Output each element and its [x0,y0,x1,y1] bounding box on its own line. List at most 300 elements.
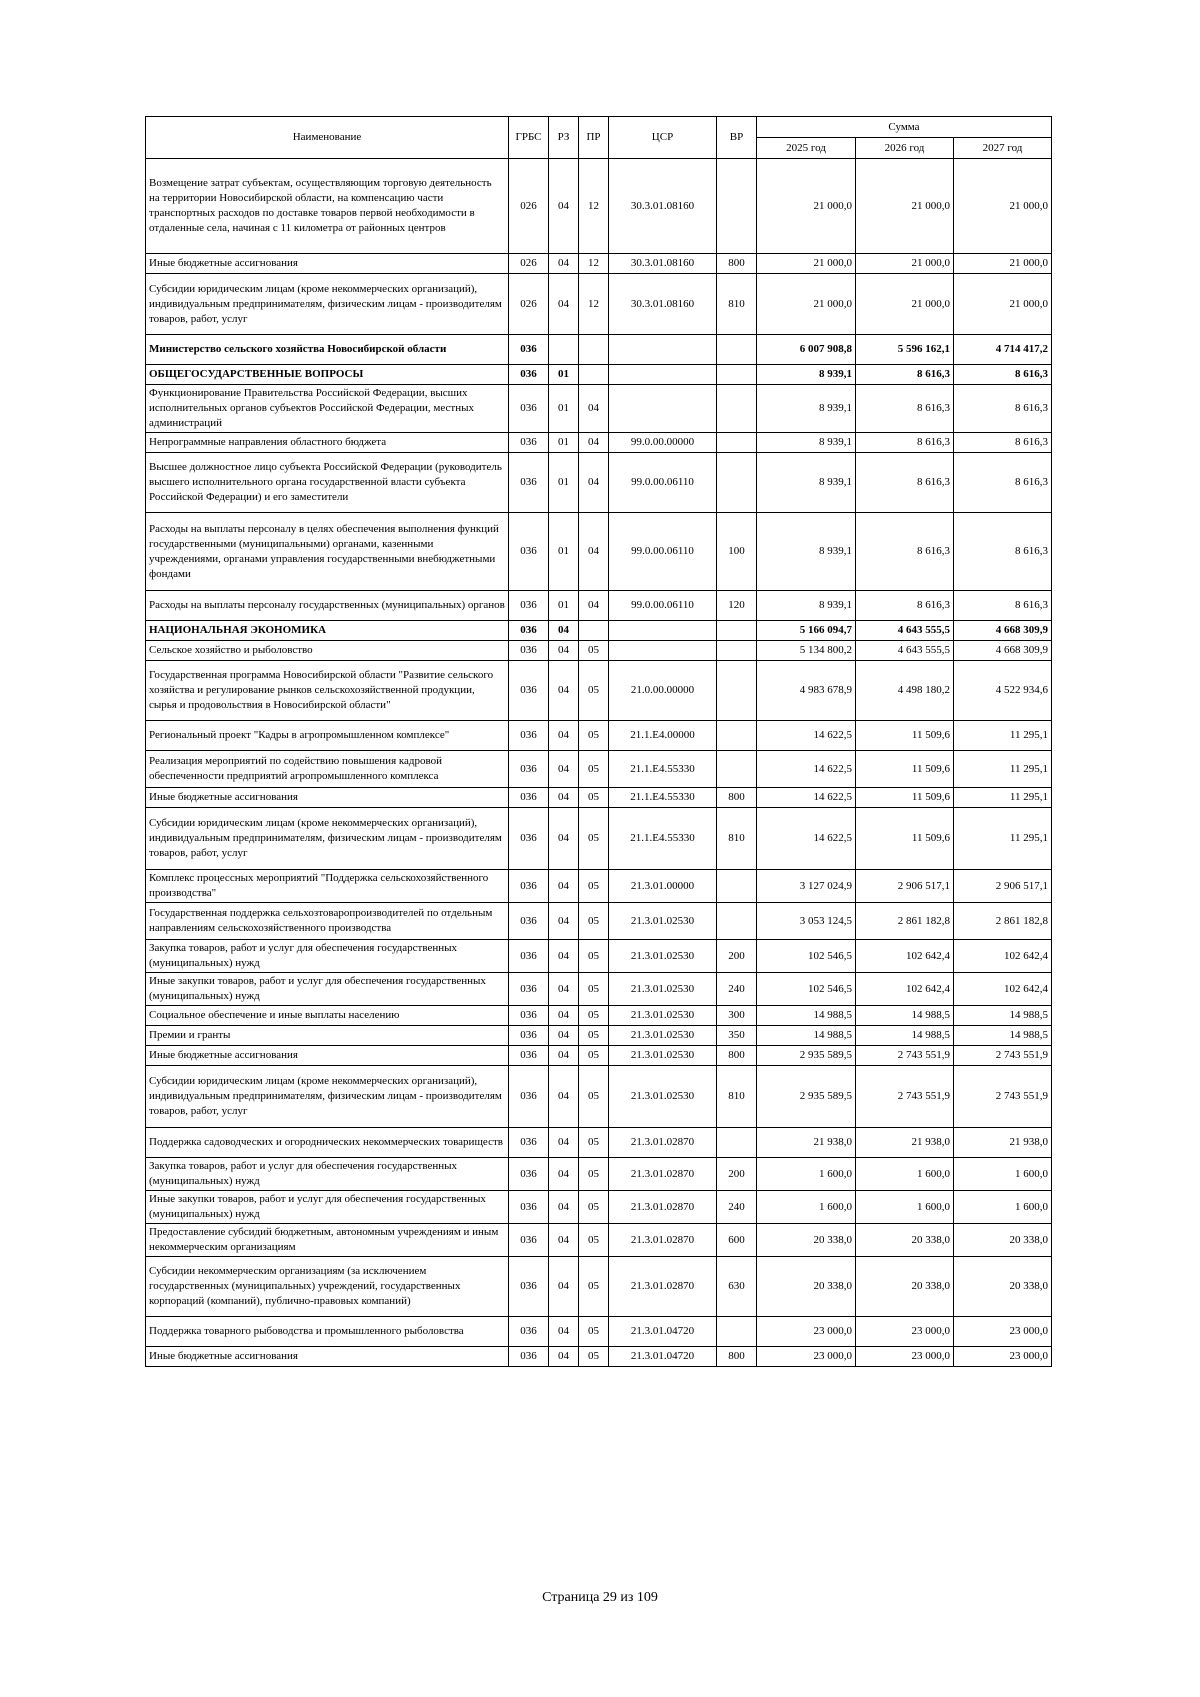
cell-pr: 04 [579,433,609,453]
cell-vr [717,335,757,365]
cell-grbs: 036 [509,808,549,870]
cell-name: Реализация мероприятий по содействию повышения кадровой обеспеченности предприятий агропромышленного комплекса [146,751,509,788]
page-number: Страница 29 из 109 [542,1590,658,1605]
cell-pr [579,335,609,365]
table-row [146,335,1052,365]
cell-rz: 04 [549,274,579,335]
cell-name: Иные бюджетные ассигнования [146,254,509,274]
cell-vr: 200 [717,940,757,973]
table-row [146,751,1052,788]
table-row [146,1191,1052,1224]
cell-csr [609,365,717,385]
cell-2027: 2 743 551,9 [954,1066,1052,1128]
cell-2025: 2 935 589,5 [757,1046,856,1066]
cell-rz: 04 [549,721,579,751]
cell-2027: 21 000,0 [954,159,1052,254]
cell-csr: 21.1.E4.55330 [609,788,717,808]
cell-rz: 04 [549,870,579,903]
cell-2027: 20 338,0 [954,1257,1052,1317]
cell-rz [549,335,579,365]
table-row [146,1257,1052,1317]
cell-pr: 05 [579,1026,609,1046]
cell-vr [717,385,757,433]
cell-2026: 2 743 551,9 [856,1046,954,1066]
table-row [146,274,1052,335]
cell-pr: 05 [579,1006,609,1026]
cell-2027: 2 743 551,9 [954,1046,1052,1066]
cell-vr: 200 [717,1158,757,1191]
cell-csr: 21.3.01.00000 [609,870,717,903]
table-row [146,591,1052,621]
cell-2025: 20 338,0 [757,1257,856,1317]
cell-pr: 05 [579,1066,609,1128]
cell-name: Субсидии некоммерческим организациям (за исключением государственных (муниципальных) учреждений, государственных корпораций (компаний), публично-правовых компаний) [146,1257,509,1317]
cell-2025: 21 000,0 [757,254,856,274]
cell-2025: 21 938,0 [757,1128,856,1158]
cell-grbs: 036 [509,1066,549,1128]
cell-2026: 1 600,0 [856,1191,954,1224]
cell-name: Иные закупки товаров, работ и услуг для обеспечения государственных (муниципальных) нужд [146,1191,509,1224]
cell-grbs: 036 [509,1191,549,1224]
cell-2027: 102 642,4 [954,940,1052,973]
cell-grbs: 036 [509,1158,549,1191]
cell-2027: 2 906 517,1 [954,870,1052,903]
cell-csr: 21.1.E4.00000 [609,721,717,751]
table-row [146,903,1052,940]
cell-2025: 5 134 800,2 [757,641,856,661]
cell-2026: 2 906 517,1 [856,870,954,903]
header-vr: ВР [717,117,757,159]
cell-2026: 14 988,5 [856,1006,954,1026]
cell-2027: 102 642,4 [954,973,1052,1006]
cell-vr [717,1128,757,1158]
cell-pr: 05 [579,1224,609,1257]
cell-name: Социальное обеспечение и иные выплаты населению [146,1006,509,1026]
cell-csr [609,641,717,661]
cell-rz: 04 [549,1066,579,1128]
cell-2025: 8 939,1 [757,385,856,433]
cell-2026: 21 000,0 [856,274,954,335]
cell-pr: 12 [579,274,609,335]
cell-rz: 04 [549,661,579,721]
cell-csr: 21.1.E4.55330 [609,808,717,870]
cell-2026: 8 616,3 [856,433,954,453]
cell-name: Иные бюджетные ассигнования [146,1347,509,1367]
table-row [146,513,1052,591]
cell-vr [717,751,757,788]
cell-2027: 8 616,3 [954,433,1052,453]
cell-vr [717,433,757,453]
cell-pr: 12 [579,159,609,254]
cell-name: Непрограммные направления областного бюджета [146,433,509,453]
cell-csr: 30.3.01.08160 [609,159,717,254]
cell-vr: 240 [717,1191,757,1224]
cell-2027: 4 668 309,9 [954,621,1052,641]
cell-2026: 4 643 555,5 [856,641,954,661]
cell-2027: 4 714 417,2 [954,335,1052,365]
cell-name: Закупка товаров, работ и услуг для обеспечения государственных (муниципальных) нужд [146,1158,509,1191]
cell-2026: 11 509,6 [856,721,954,751]
cell-2026: 4 498 180,2 [856,661,954,721]
cell-name: Сельское хозяйство и рыболовство [146,641,509,661]
table-row [146,433,1052,453]
cell-rz: 04 [549,1026,579,1046]
cell-2025: 4 983 678,9 [757,661,856,721]
cell-vr: 240 [717,973,757,1006]
cell-rz: 04 [549,159,579,254]
cell-2027: 1 600,0 [954,1191,1052,1224]
cell-rz: 01 [549,433,579,453]
cell-name: Государственная программа Новосибирской области "Развитие сельского хозяйства и регулирование рынков сельскохозяйственной продукции, сырья и продовольствия в Новосибирской области" [146,661,509,721]
cell-2026: 8 616,3 [856,385,954,433]
cell-2027: 11 295,1 [954,751,1052,788]
cell-pr: 05 [579,751,609,788]
table-row [146,1224,1052,1257]
table-row [146,621,1052,641]
cell-rz: 04 [549,808,579,870]
cell-vr: 800 [717,788,757,808]
cell-name: Премии и гранты [146,1026,509,1046]
cell-2027: 14 988,5 [954,1026,1052,1046]
cell-name: Поддержка товарного рыбоводства и промышленного рыболовства [146,1317,509,1347]
cell-rz: 04 [549,788,579,808]
cell-vr [717,453,757,513]
cell-2026: 8 616,3 [856,591,954,621]
cell-pr: 05 [579,1347,609,1367]
cell-2025: 8 939,1 [757,591,856,621]
cell-pr: 05 [579,1158,609,1191]
cell-vr [717,365,757,385]
cell-csr: 21.3.01.02530 [609,1006,717,1026]
cell-name: Иные бюджетные ассигнования [146,788,509,808]
cell-rz: 04 [549,254,579,274]
cell-grbs: 036 [509,1006,549,1026]
cell-grbs: 036 [509,1347,549,1367]
table-body [146,159,1052,1367]
cell-2025: 6 007 908,8 [757,335,856,365]
cell-name: НАЦИОНАЛЬНАЯ ЭКОНОМИКА [146,621,509,641]
cell-2025: 23 000,0 [757,1317,856,1347]
cell-vr [717,661,757,721]
cell-csr: 21.3.01.02870 [609,1128,717,1158]
cell-pr: 04 [579,513,609,591]
cell-rz: 04 [549,751,579,788]
cell-rz: 04 [549,1317,579,1347]
cell-rz: 01 [549,453,579,513]
cell-rz: 01 [549,591,579,621]
cell-2025: 1 600,0 [757,1158,856,1191]
header-year-2027: 2027 год [954,138,1052,159]
cell-2026: 21 938,0 [856,1128,954,1158]
table-row [146,453,1052,513]
cell-grbs: 026 [509,254,549,274]
cell-2027: 20 338,0 [954,1224,1052,1257]
cell-vr: 350 [717,1026,757,1046]
cell-grbs: 036 [509,385,549,433]
cell-pr: 05 [579,721,609,751]
cell-csr: 21.3.01.04720 [609,1317,717,1347]
cell-2027: 1 600,0 [954,1158,1052,1191]
cell-vr [717,870,757,903]
cell-grbs: 036 [509,1317,549,1347]
cell-name: Государственная поддержка сельхозтоваропроизводителей по отдельным направлениям сельскохозяйственного производства [146,903,509,940]
cell-name: Министерство сельского хозяйства Новосибирской области [146,335,509,365]
cell-rz: 04 [549,621,579,641]
cell-grbs: 036 [509,1257,549,1317]
cell-vr [717,641,757,661]
cell-rz: 04 [549,1257,579,1317]
cell-2027: 23 000,0 [954,1347,1052,1367]
cell-csr: 99.0.00.06110 [609,453,717,513]
cell-vr [717,621,757,641]
cell-rz: 04 [549,1006,579,1026]
cell-2026: 1 600,0 [856,1158,954,1191]
cell-2027: 8 616,3 [954,591,1052,621]
table-row [146,870,1052,903]
cell-csr: 21.3.01.02530 [609,1066,717,1128]
cell-2025: 20 338,0 [757,1224,856,1257]
budget-table [145,116,1052,1367]
cell-vr: 810 [717,808,757,870]
cell-csr: 21.3.01.02530 [609,973,717,1006]
cell-name: Иные закупки товаров, работ и услуг для обеспечения государственных (муниципальных) нужд [146,973,509,1006]
cell-2025: 14 622,5 [757,808,856,870]
cell-grbs: 036 [509,453,549,513]
cell-csr: 21.3.01.02870 [609,1224,717,1257]
table-row [146,1347,1052,1367]
cell-csr [609,621,717,641]
cell-vr: 300 [717,1006,757,1026]
budget-sheet [145,116,1051,1367]
cell-2027: 8 616,3 [954,385,1052,433]
cell-csr: 30.3.01.08160 [609,254,717,274]
cell-pr: 04 [579,591,609,621]
table-row [146,808,1052,870]
cell-vr [717,159,757,254]
cell-2025: 102 546,5 [757,973,856,1006]
cell-vr [717,903,757,940]
cell-csr: 99.0.00.06110 [609,513,717,591]
cell-pr: 05 [579,641,609,661]
header-csr: ЦСР [609,117,717,159]
cell-pr: 12 [579,254,609,274]
cell-vr: 100 [717,513,757,591]
cell-grbs: 036 [509,1046,549,1066]
cell-csr: 99.0.00.00000 [609,433,717,453]
cell-2025: 102 546,5 [757,940,856,973]
cell-grbs: 036 [509,621,549,641]
cell-2026: 8 616,3 [856,513,954,591]
table-row [146,641,1052,661]
cell-2027: 4 668 309,9 [954,641,1052,661]
cell-2027: 11 295,1 [954,788,1052,808]
cell-rz: 01 [549,365,579,385]
cell-grbs: 036 [509,788,549,808]
cell-grbs: 036 [509,1224,549,1257]
cell-csr: 21.3.01.02530 [609,1046,717,1066]
cell-2026: 4 643 555,5 [856,621,954,641]
cell-2027: 21 000,0 [954,274,1052,335]
cell-2025: 14 622,5 [757,788,856,808]
cell-name: Возмещение затрат субъектам, осуществляющим торговую деятельность на территории Новосибирской области, на компенсацию части транспортных расходов по доставке товаров первой необходимости в отдаленные села, начиная с 11 километра от районных центров [146,159,509,254]
cell-rz: 04 [549,903,579,940]
cell-2026: 20 338,0 [856,1224,954,1257]
cell-vr: 800 [717,254,757,274]
cell-pr: 04 [579,385,609,433]
cell-2026: 21 000,0 [856,159,954,254]
cell-2025: 21 000,0 [757,159,856,254]
cell-pr: 04 [579,453,609,513]
header-pr: ПР [579,117,609,159]
table-row [146,1066,1052,1128]
cell-2026: 23 000,0 [856,1317,954,1347]
cell-grbs: 036 [509,591,549,621]
cell-name: Поддержка садоводческих и огороднических некоммерческих товариществ [146,1128,509,1158]
cell-2027: 8 616,3 [954,365,1052,385]
cell-2026: 11 509,6 [856,808,954,870]
cell-csr: 21.1.E4.55330 [609,751,717,788]
cell-2025: 23 000,0 [757,1347,856,1367]
cell-2025: 8 939,1 [757,513,856,591]
cell-vr [717,1317,757,1347]
cell-2025: 2 935 589,5 [757,1066,856,1128]
cell-rz: 04 [549,940,579,973]
cell-2025: 3 053 124,5 [757,903,856,940]
table-row [146,159,1052,254]
cell-pr [579,365,609,385]
header-grbs: ГРБС [509,117,549,159]
table-row [146,1046,1052,1066]
cell-name: Иные бюджетные ассигнования [146,1046,509,1066]
table-row [146,385,1052,433]
table-row [146,254,1052,274]
table-row [146,1317,1052,1347]
cell-csr: 21.3.01.02530 [609,903,717,940]
cell-csr: 21.3.01.04720 [609,1347,717,1367]
cell-2025: 8 939,1 [757,453,856,513]
cell-pr: 05 [579,1128,609,1158]
cell-pr: 05 [579,1257,609,1317]
cell-pr [579,621,609,641]
cell-name: Предоставление субсидий бюджетным, автономным учреждениям и иным некоммерческим организациям [146,1224,509,1257]
cell-2027: 4 522 934,6 [954,661,1052,721]
cell-vr: 800 [717,1046,757,1066]
table-row [146,973,1052,1006]
cell-2027: 8 616,3 [954,453,1052,513]
cell-grbs: 036 [509,1026,549,1046]
cell-name: Субсидии юридическим лицам (кроме некоммерческих организаций), индивидуальным предпринимателям, физическим лицам - производителям товаров, работ, услуг [146,808,509,870]
cell-grbs: 036 [509,973,549,1006]
cell-name: Расходы на выплаты персоналу в целях обеспечения выполнения функций государственными (муниципальными) органами, казенными учреждениями, органами управления государственными внебюджетными фондами [146,513,509,591]
table-row [146,365,1052,385]
table-row [146,1158,1052,1191]
cell-grbs: 036 [509,365,549,385]
cell-rz: 04 [549,1191,579,1224]
cell-2027: 11 295,1 [954,721,1052,751]
cell-grbs: 036 [509,751,549,788]
cell-vr [717,721,757,751]
cell-2025: 5 166 094,7 [757,621,856,641]
cell-grbs: 036 [509,513,549,591]
cell-2025: 3 127 024,9 [757,870,856,903]
cell-vr: 810 [717,274,757,335]
cell-vr: 120 [717,591,757,621]
cell-grbs: 036 [509,335,549,365]
cell-csr: 21.3.01.02870 [609,1191,717,1224]
header-year-2025: 2025 год [757,138,856,159]
cell-pr: 05 [579,1046,609,1066]
cell-2025: 1 600,0 [757,1191,856,1224]
cell-csr: 21.3.01.02530 [609,940,717,973]
cell-grbs: 036 [509,903,549,940]
cell-rz: 04 [549,1046,579,1066]
cell-name: Субсидии юридическим лицам (кроме некоммерческих организаций), индивидуальным предпринимателям, физическим лицам - производителям товаров, работ, услуг [146,274,509,335]
cell-vr: 600 [717,1224,757,1257]
table-row [146,661,1052,721]
cell-2025: 14 622,5 [757,751,856,788]
cell-name: Функционирование Правительства Российской Федерации, высших исполнительных органов субъектов Российской Федерации, местных администраций [146,385,509,433]
cell-2027: 8 616,3 [954,513,1052,591]
cell-pr: 05 [579,1317,609,1347]
cell-pr: 05 [579,788,609,808]
cell-csr [609,385,717,433]
table-row [146,1128,1052,1158]
cell-2026: 8 616,3 [856,453,954,513]
cell-2027: 21 938,0 [954,1128,1052,1158]
cell-rz: 04 [549,1128,579,1158]
header-name: Наименование [146,117,509,159]
cell-2026: 21 000,0 [856,254,954,274]
header-sum: Сумма [757,117,1052,138]
cell-name: Расходы на выплаты персоналу государственных (муниципальных) органов [146,591,509,621]
cell-2025: 14 988,5 [757,1026,856,1046]
table-row [146,721,1052,751]
cell-csr: 99.0.00.06110 [609,591,717,621]
cell-csr: 21.0.00.00000 [609,661,717,721]
cell-2027: 2 861 182,8 [954,903,1052,940]
table-row [146,788,1052,808]
cell-2027: 21 000,0 [954,254,1052,274]
cell-grbs: 036 [509,433,549,453]
cell-name: Комплекс процессных мероприятий "Поддержка сельскохозяйственного производства" [146,870,509,903]
cell-grbs: 026 [509,274,549,335]
cell-2027: 14 988,5 [954,1006,1052,1026]
cell-grbs: 036 [509,940,549,973]
cell-name: Высшее должностное лицо субъекта Российской Федерации (руководитель высшего исполнительного органа государственной власти субъекта Российской Федерации) и его заместители [146,453,509,513]
cell-2027: 23 000,0 [954,1317,1052,1347]
cell-pr: 05 [579,870,609,903]
cell-2025: 8 939,1 [757,433,856,453]
cell-name: ОБЩЕГОСУДАРСТВЕННЫЕ ВОПРОСЫ [146,365,509,385]
cell-pr: 05 [579,661,609,721]
cell-grbs: 026 [509,159,549,254]
cell-2025: 14 622,5 [757,721,856,751]
table-row [146,1026,1052,1046]
cell-2026: 8 616,3 [856,365,954,385]
cell-2026: 11 509,6 [856,788,954,808]
cell-2026: 2 861 182,8 [856,903,954,940]
cell-csr: 21.3.01.02870 [609,1158,717,1191]
cell-2025: 8 939,1 [757,365,856,385]
cell-grbs: 036 [509,661,549,721]
cell-rz: 04 [549,1224,579,1257]
cell-2025: 14 988,5 [757,1006,856,1026]
cell-2026: 102 642,4 [856,940,954,973]
cell-2027: 11 295,1 [954,808,1052,870]
cell-csr: 21.3.01.02530 [609,1026,717,1046]
cell-pr: 05 [579,940,609,973]
cell-csr [609,335,717,365]
